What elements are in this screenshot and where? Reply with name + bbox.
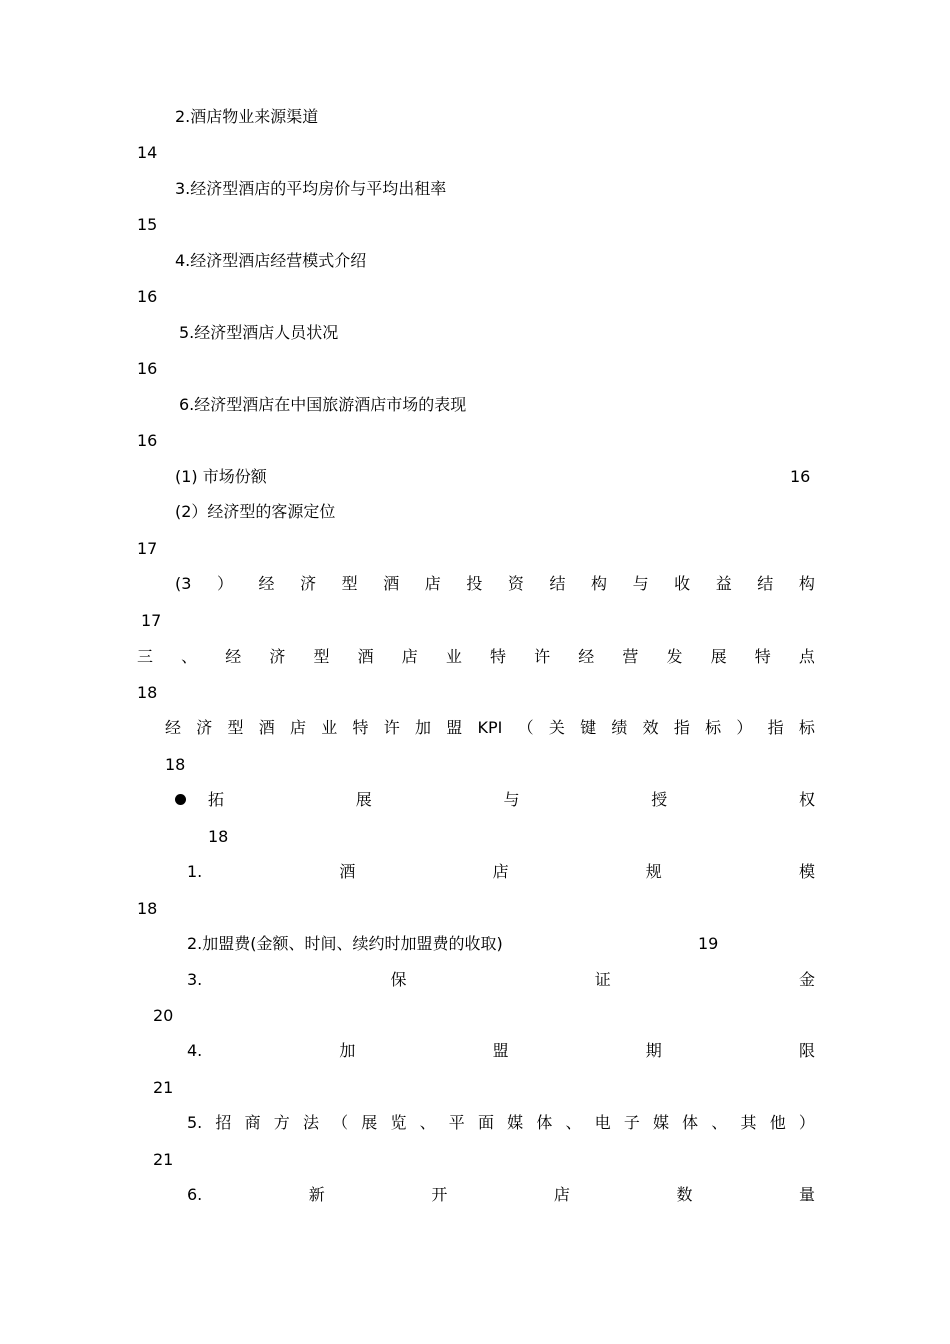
toc-entry-page: 19 — [698, 934, 719, 953]
toc-entry-title: 经 济 型 酒 店 业 特 许 加 盟 KPI （ 关 键 绩 效 指 标 ） 指 标 — [165, 718, 815, 737]
toc-entry-title: 4. 加 盟 期 限 — [187, 1041, 815, 1060]
toc-entry-title: 6.经济型酒店在中国旅游酒店市场的表现 — [179, 395, 467, 414]
toc-entry-page: 16 — [137, 359, 158, 378]
toc-entry-title: 2.加盟费(金额、时间、续约时加盟费的收取) — [187, 934, 503, 953]
toc-entry-page: 14 — [137, 143, 158, 162]
toc-entry-page: 18 — [137, 899, 158, 918]
toc-entry-page: 17 — [141, 611, 162, 630]
toc-entry-title: 3.经济型酒店的平均房价与平均出租率 — [175, 179, 447, 198]
toc-entry-page: 21 — [153, 1078, 174, 1097]
toc-entry-page: 17 — [137, 539, 158, 558]
toc-entry-title: (2）经济型的客源定位 — [175, 502, 336, 521]
toc-entry-title: 拓 展 与 授 权 — [208, 790, 815, 809]
toc-entry-title: 5.经济型酒店人员状况 — [179, 323, 339, 342]
toc-entry-page: 21 — [153, 1150, 174, 1169]
toc-entry-title: 三 、 经 济 型 酒 店 业 特 许 经 营 发 展 特 点 — [137, 647, 815, 666]
toc-entry-page: 16 — [790, 467, 811, 486]
toc-entry-title: (1) 市场份额 — [175, 467, 267, 486]
toc-entry-page: 16 — [137, 287, 158, 306]
toc-entry-title: 6. 新 开 店 数 量 — [187, 1185, 815, 1204]
toc-entry-title: 3. 保 证 金 — [187, 970, 815, 989]
toc-entry-page: 18 — [137, 683, 158, 702]
toc-entry-page: 18 — [208, 827, 229, 846]
toc-entry-title: 4.经济型酒店经营模式介绍 — [175, 251, 367, 270]
toc-entry-page: 16 — [137, 431, 158, 450]
toc-entry-page: 18 — [165, 755, 186, 774]
bullet-icon — [175, 794, 186, 805]
toc-entry-title: 2.酒店物业来源渠道 — [175, 107, 319, 126]
toc-entry-title: 1. 酒 店 规 模 — [187, 862, 815, 881]
toc-entry-page: 20 — [153, 1006, 174, 1025]
toc-entry-title: (3 ） 经 济 型 酒 店 投 资 结 构 与 收 益 结 构 — [175, 574, 815, 593]
toc-entry-title: 5. 招 商 方 法 （ 展 览 、 平 面 媒 体 、 电 子 媒 体 、 其 他 ） — [187, 1113, 815, 1132]
toc-entry-page: 15 — [137, 215, 158, 234]
